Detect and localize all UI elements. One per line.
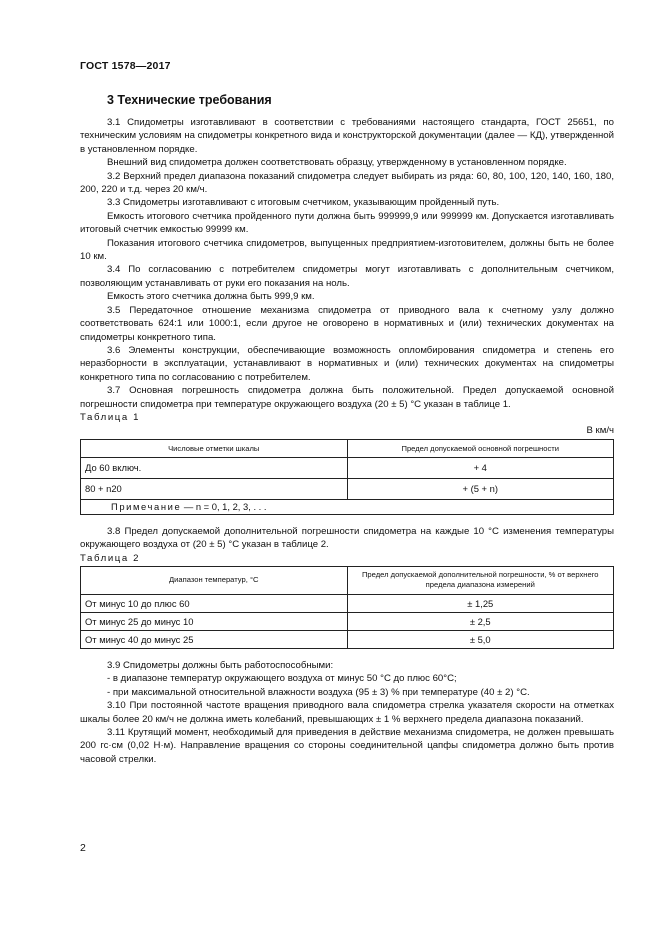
standard-header: ГОСТ 1578—2017 [80, 60, 171, 72]
list-item: - при максимальной относительной влажности воздуха (95 ± 3) % при температуре (40 ± 2) °С. [107, 686, 530, 698]
paragraph-3-3-capacity: Емкость итогового счетчика пройденного пути должна быть 999999,9 или 999999 км. Допускается изготавливать итоговый счетчик емкостью 99999 км. [80, 210, 614, 236]
paragraph-3-4: 3.4 По согласованию с потребителем спидометры могут изготавливать с дополнительным счетчиком, позволяющим устанавливать от руки его показания на ноль. [80, 264, 614, 289]
table-row [81, 594, 614, 612]
table-cell: 80 + n20 [81, 478, 348, 499]
paragraph-3-5: 3.5 Передаточное отношение механизма спидометра от приводного вала к счетному узлу должно соответствовать 624:1 или 1000:1, если другое не оговорено в нормативных и (или) технических документах на спидометры конкретного типа. [80, 304, 614, 343]
table-cell: От минус 40 до минус 25 [81, 630, 348, 648]
spacer [80, 515, 614, 525]
paragraph-3-4-capacity: Емкость этого счетчика должна быть 999,9 км. [107, 291, 315, 303]
table-2 [80, 566, 614, 649]
table-1-caption: Таблица 1 [80, 411, 141, 423]
table-cell: До 60 включ. [81, 457, 348, 478]
table-cell: + 4 [347, 457, 614, 478]
table-cell: ± 5,0 [347, 630, 614, 648]
table-note-row [81, 499, 614, 514]
table-header-cell: Предел допускаемой основной погрешности [347, 439, 614, 457]
table-header-cell: Числовые отметки шкалы [81, 439, 348, 457]
table-row [81, 630, 614, 648]
table-cell: От минус 25 до минус 10 [81, 612, 348, 630]
paragraph-3-3-readings: Показания итогового счетчика спидометров, выпущенных предприятием-изготовителем, должны быть не более 10 км. [80, 237, 614, 263]
paragraph-3-3: 3.3 Спидометры изготавливают с итоговым счетчиком, указывающим пройденный путь. [107, 197, 500, 209]
paragraph-3-8: 3.8 Предел допускаемой дополнительной погрешности спидометра на каждые 10 °С изменения температуры окружающего воздуха от (20 ± 5) °С указан в таблице 2. [80, 525, 614, 551]
table-note-text: — n = 0, 1, 2, 3, . . . [181, 501, 267, 513]
table-cell: + (5 + n) [347, 478, 614, 499]
table-row [81, 457, 614, 478]
list-item: - в диапазоне температур окружающего воздуха от минус 50 °С до плюс 60°С; [107, 673, 457, 685]
table-header-cell: Предел допускаемой дополнительной погрешности, % от верхнего предела диапазона измерений [347, 566, 614, 594]
page-number: 2 [80, 842, 86, 854]
paragraph-3-10: 3.10 При постоянной частоте вращения приводного вала спидометра стрелка указателя скорости на отметках шкалы более 20 км/ч не должна иметь колебаний, превышающих ± 1 % верхнего предела диапазона показаний. [80, 700, 614, 725]
paragraph-3-11: 3.11 Крутящий момент, необходимый для приведения в действие механизма спидометра, не должен превышать 200 гс·см (0,02 Н·м). Направление вращения со стороны соединительной цапфы спидометра должно быть против часовой стрелки. [80, 727, 614, 765]
table-row [81, 478, 614, 499]
paragraph-3-1: 3.1 Спидометры изготавливают в соответствии с требованиями настоящего стандарта, ГОСТ 25651, по техническим условиям на спидометры конкретного вида и конструкторской документации (далее — КД), утвержденной в установленном порядке. [80, 117, 614, 155]
paragraph-3-6: 3.6 Элементы конструкции, обеспечивающие возможность опломбирования спидометра и степень его неразборности в эксплуатации, устанавливают в нормативных и (или) технических документах на спидометры конкретного типа по согласованию с потребителем. [80, 344, 614, 383]
paragraph-3-2: 3.2 Верхний предел диапазона показаний спидометра следует выбирать из ряда: 60, 80, 100, 120, 140, 160, 180, 200, 220 и т.д. через 20 км/ч. [80, 170, 614, 196]
table-header-row [81, 566, 614, 594]
table-note-label: Примечание [111, 501, 182, 513]
table-1 [80, 439, 614, 515]
section-title: 3 Технические требования [107, 93, 272, 107]
paragraph-3-7: 3.7 Основная погрешность спидометра должна быть положительной. Предел допускаемой основной погрешности спидометра при температуре окружающего воздуха (20 ± 5) °С указан в таблице 1. [80, 385, 614, 410]
spacer [80, 649, 614, 659]
paragraph-3-9: 3.9 Спидометры должны быть работоспособными: [107, 659, 334, 671]
table-cell: ± 2,5 [347, 612, 614, 630]
table-2-caption: Таблица 2 [80, 552, 141, 564]
table-cell: ± 1,25 [347, 594, 614, 612]
table-header-row [81, 439, 614, 457]
table-row [81, 612, 614, 630]
table-header-cell: Диапазон температур, °С [81, 566, 348, 594]
document-body [80, 116, 614, 766]
paragraph-3-1-appearance: Внешний вид спидометра должен соответствовать образцу, утвержденному в установленном порядке. [107, 157, 567, 169]
table-1-unit: В км/ч [586, 425, 614, 437]
table-note [81, 499, 614, 514]
table-cell: От минус 10 до плюс 60 [81, 594, 348, 612]
